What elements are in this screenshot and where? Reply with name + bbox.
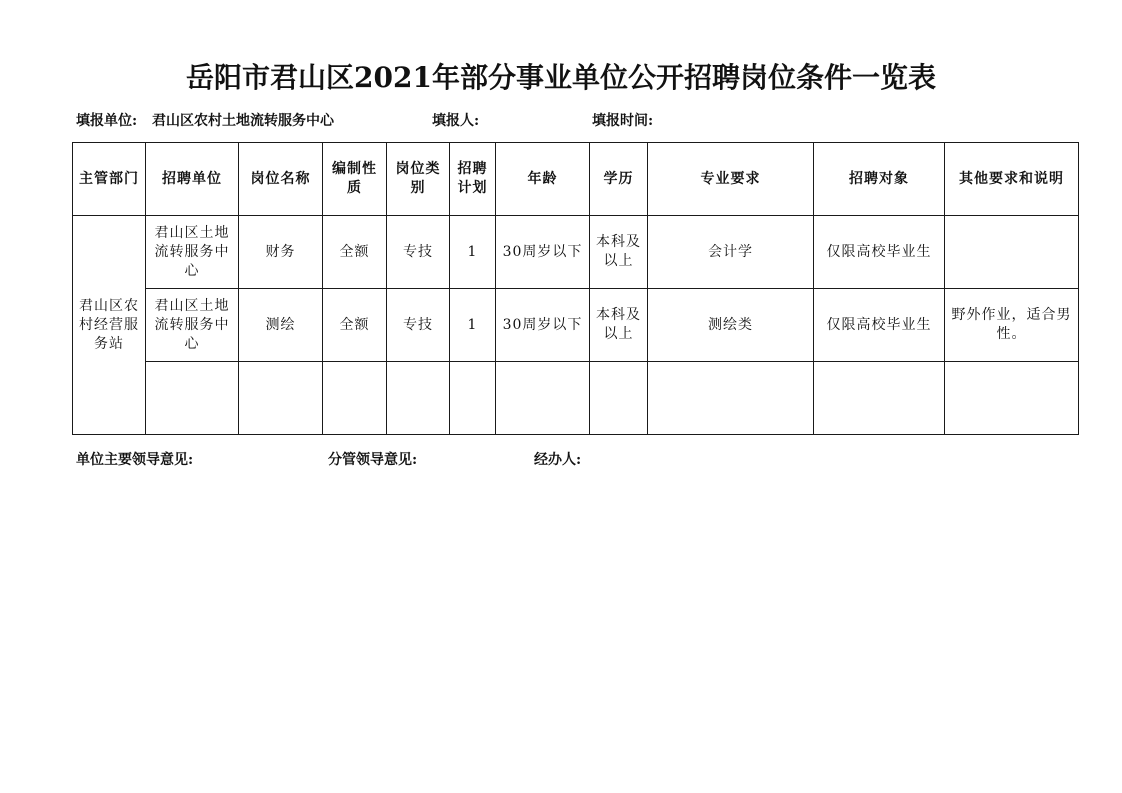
education-cell: 本科及以上 (590, 289, 648, 362)
approval-line (76, 450, 1076, 470)
table-row (73, 362, 1079, 435)
education-cell (590, 362, 648, 435)
unit-cell (146, 362, 239, 435)
table-row (73, 216, 1079, 289)
other-cell (945, 362, 1079, 435)
category-cell: 专技 (387, 289, 450, 362)
unit-label: 填报单位: (76, 113, 138, 129)
age-cell: 30周岁以下 (496, 289, 590, 362)
position-cell: 测绘 (239, 289, 323, 362)
header-cell: 其他要求和说明 (945, 143, 1079, 216)
header-cell: 学历 (590, 143, 648, 216)
header-cell: 主管部门 (73, 143, 146, 216)
major-cell: 测绘类 (648, 289, 814, 362)
major-cell: 会计学 (648, 216, 814, 289)
recruitment-table (72, 142, 1079, 435)
header-cell: 年龄 (496, 143, 590, 216)
table-row (73, 289, 1079, 362)
header-cell: 岗位名称 (239, 143, 323, 216)
supervisor-opinion-label: 分管领导意见: (328, 452, 418, 468)
handler-label: 经办人: (534, 452, 582, 468)
target-cell (814, 362, 945, 435)
age-cell (496, 362, 590, 435)
staffing-cell (323, 362, 387, 435)
page-title: 岳阳市君山区2021年部分事业单位公开招聘岗位条件一览表 (186, 61, 936, 94)
education-cell: 本科及以上 (590, 216, 648, 289)
age-cell: 30周岁以下 (496, 216, 590, 289)
unit-cell: 君山区土地流转服务中心 (146, 216, 239, 289)
target-cell: 仅限高校毕业生 (814, 289, 945, 362)
header-cell: 专业要求 (648, 143, 814, 216)
unit-cell: 君山区土地流转服务中心 (146, 289, 239, 362)
other-cell (945, 216, 1079, 289)
header-cell: 编制性质 (323, 143, 387, 216)
other-cell: 野外作业，适合男性。 (945, 289, 1079, 362)
leader-opinion-label: 单位主要领导意见: (76, 452, 194, 468)
unit-value: 君山区农村土地流转服务中心 (152, 113, 334, 129)
plan-cell: 1 (450, 289, 496, 362)
header-cell: 招聘单位 (146, 143, 239, 216)
header-cell: 招聘计划 (450, 143, 496, 216)
staffing-cell: 全额 (323, 216, 387, 289)
report-time-label: 填报时间: (592, 113, 654, 129)
staffing-cell: 全额 (323, 289, 387, 362)
header-cell: 岗位类别 (387, 143, 450, 216)
plan-cell: 1 (450, 216, 496, 289)
major-cell (648, 362, 814, 435)
header-cell: 招聘对象 (814, 143, 945, 216)
target-cell: 仅限高校毕业生 (814, 216, 945, 289)
plan-cell (450, 362, 496, 435)
reporter-label: 填报人: (432, 113, 480, 129)
header-row (73, 143, 1079, 216)
category-cell: 专技 (387, 216, 450, 289)
report-meta (76, 111, 1076, 131)
category-cell (387, 362, 450, 435)
position-cell: 财务 (239, 216, 323, 289)
department-cell: 君山区农村经营服务站 (73, 216, 146, 435)
position-cell (239, 362, 323, 435)
